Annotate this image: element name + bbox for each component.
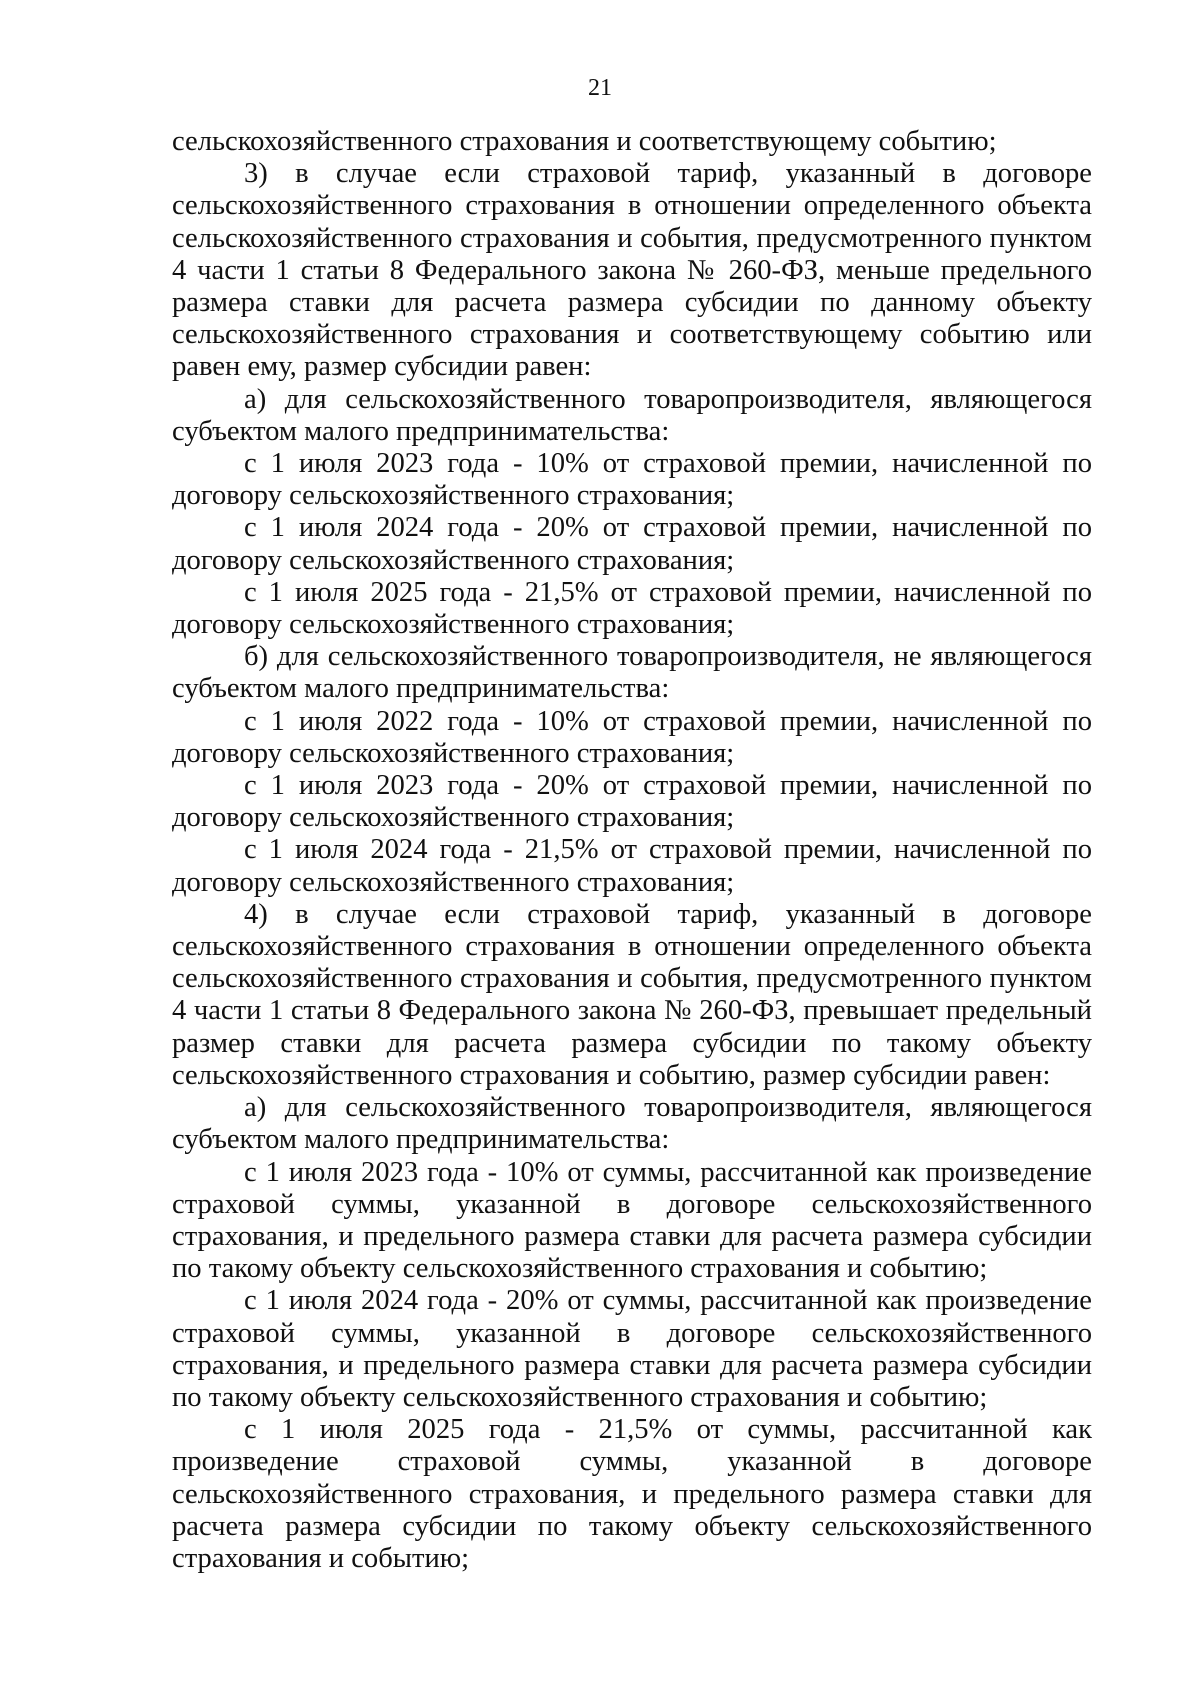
document-body: [172, 126, 1092, 1575]
paragraph-item-4: 4) в случае если страховой тариф, указанный в договоре сельскохозяйственного страхования в отношении определенного объекта сельскохозяйственного страхования и события, предусмотренного пунктом 4 части 1 статьи 8 Федерального закона № 260-ФЗ, превышает предельный размер ставки для расчета размера субсидии по такому объекту сельскохозяйственного страхования и событию, размер субсидии равен:: [172, 898, 1092, 1091]
paragraph-3b-2023: с 1 июля 2023 года - 20% от страховой премии, начисленной по договору сельскохозяйственного страхования;: [172, 770, 1092, 834]
paragraph-item-3: 3) в случае если страховой тариф, указанный в договоре сельскохозяйственного страхования в отношении определенного объекта сельскохозяйственного страхования и события, предусмотренного пунктом 4 части 1 статьи 8 Федерального закона № 260-ФЗ, меньше предельного размера ставки для расчета размера субсидии по данному объекту сельскохозяйственного страхования и соответствующему событию или равен ему, размер субсидии равен:: [172, 158, 1092, 383]
paragraph-3a-2024: с 1 июля 2024 года - 20% от страховой премии, начисленной по договору сельскохозяйственного страхования;: [172, 512, 1092, 576]
paragraph-3a-2025: с 1 июля 2025 года - 21,5% от страховой премии, начисленной по договору сельскохозяйственного страхования;: [172, 576, 1092, 641]
paragraph-item-3b: б) для сельскохозяйственного товаропроизводителя, не являющегося субъектом малого предпринимательства:: [172, 641, 1092, 705]
paragraph-item-4a: а) для сельскохозяйственного товаропроизводителя, являющегося субъектом малого предпринимательства:: [172, 1092, 1092, 1156]
paragraph-4a-2025: с 1 июля 2025 года - 21,5% от суммы, рассчитанной как произведение страховой суммы, указанной в договоре сельскохозяйственного страхования, и предельного размера ставки для расчета размера субсидии по такому объекту сельскохозяйственного страхования и событию;: [172, 1414, 1092, 1574]
paragraph-item-3a: а) для сельскохозяйственного товаропроизводителя, являющегося субъектом малого предпринимательства:: [172, 383, 1092, 447]
page-number: 21: [588, 75, 612, 101]
paragraph-3b-2022: с 1 июля 2022 года - 10% от страховой премии, начисленной по договору сельскохозяйственного страхования;: [172, 705, 1092, 769]
paragraph-continuation: сельскохозяйственного страхования и соответствующему событию;: [172, 126, 997, 157]
paragraph-3a-2023: с 1 июля 2023 года - 10% от страховой премии, начисленной по договору сельскохозяйственного страхования;: [172, 448, 1092, 512]
paragraph-3b-2024: с 1 июля 2024 года - 21,5% от страховой премии, начисленной по договору сельскохозяйственного страхования;: [172, 834, 1092, 898]
paragraph-4a-2023: с 1 июля 2023 года - 10% от суммы, рассчитанной как произведение страховой суммы, указанной в договоре сельскохозяйственного страхования, и предельного размера ставки для расчета размера субсидии по такому объекту сельскохозяйственного страхования и событию;: [172, 1156, 1092, 1285]
paragraph-4a-2024: с 1 июля 2024 года - 20% от суммы, рассчитанной как произведение страховой суммы, указанной в договоре сельскохозяйственного страхования, и предельного размера ставки для расчета размера субсидии по такому объекту сельскохозяйственного страхования и событию;: [172, 1285, 1092, 1413]
